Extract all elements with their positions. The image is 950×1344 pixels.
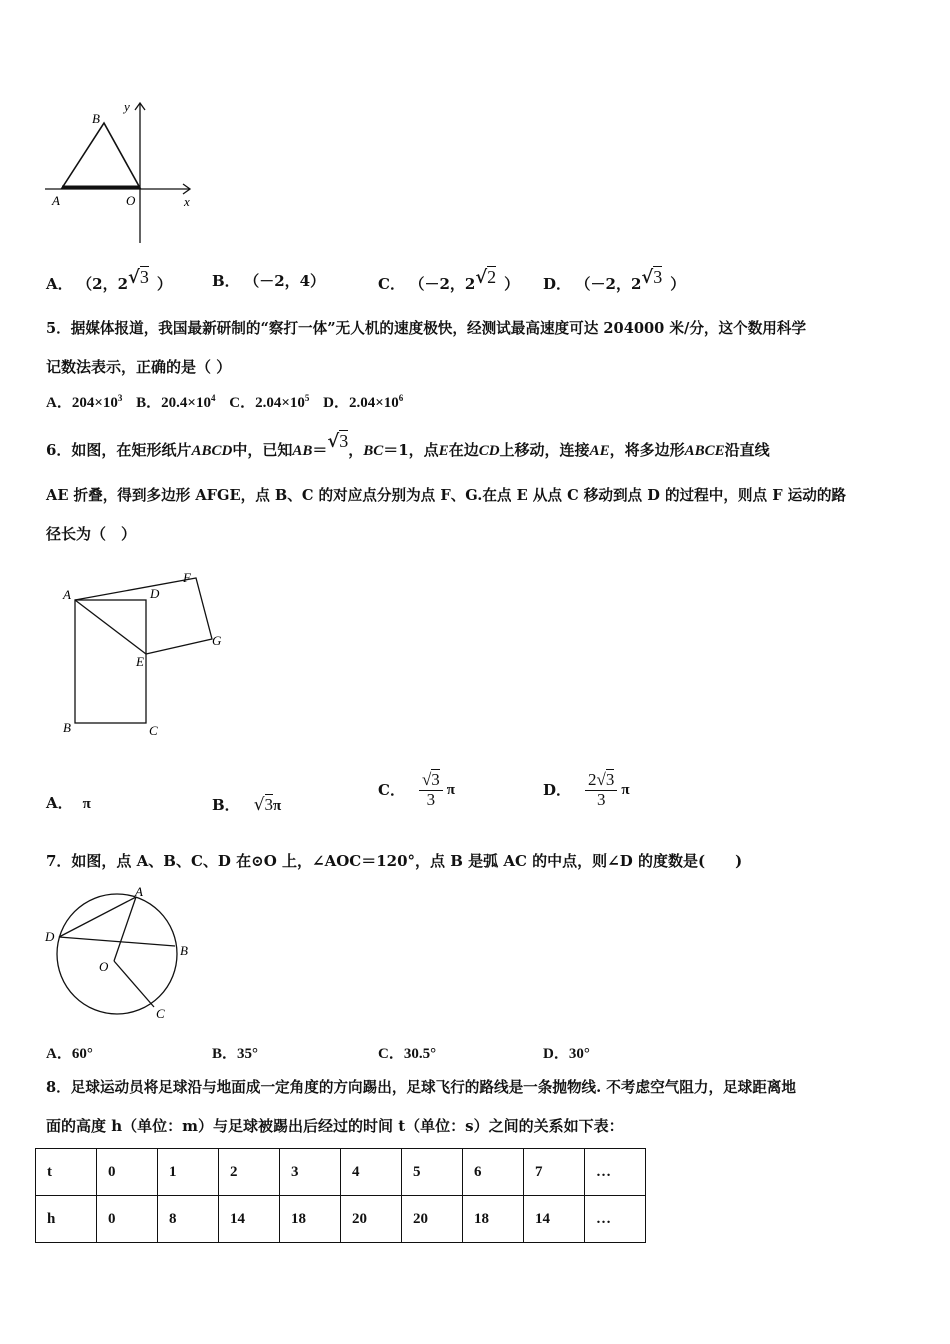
label-b: B	[63, 720, 71, 735]
q6-option-d: D． $\frac{2√3}{3}$ π	[543, 770, 630, 809]
q6-stem-line2: AE 折叠，得到多边形 AFGE，点 B、C 的对应点分别为点 F、G.在点 E 从点 C 移动到点 D 的过程中，则点 F 运动的路	[46, 487, 847, 504]
table-cell: t	[36, 1149, 97, 1196]
q4-option-b: B． （－2，4）	[212, 272, 326, 290]
q4-option-c: C． （－2，2√2 ）	[378, 267, 520, 293]
table-cell: 20	[402, 1196, 463, 1243]
label-d: D	[45, 929, 55, 944]
table-cell: 2	[219, 1149, 280, 1196]
table-cell: …	[585, 1149, 646, 1196]
q5-stem-line1: 5．据媒体报道，我国最新研制的“察打一体”无人机的速度极快，经测试最高速度可达 204000 米/分，这个数用科学	[46, 320, 807, 337]
q4-option-d: D． （－2，2√3 ）	[543, 267, 686, 293]
q5-option-b: B．$20.4\times 10^4$	[136, 393, 216, 411]
table-cell: 14	[219, 1196, 280, 1243]
q6-stem-line1: 6．如图，在矩形纸片ABCD中，已知AB＝√3，BC＝1，点E在边CD上移动，连接AE，将多边形ABCE沿直线	[46, 431, 770, 459]
segment-oc	[114, 961, 154, 1007]
q5-option-d: D．$2.04\times 10^6$	[323, 393, 404, 411]
q5-option-a: A．$204\times 10^3$	[46, 393, 123, 411]
table-cell: 18	[280, 1196, 341, 1243]
label-o: O	[99, 959, 109, 974]
table-cell: 4	[341, 1149, 402, 1196]
table-cell: 3	[280, 1149, 341, 1196]
table-row-t	[36, 1149, 646, 1196]
table-cell: 18	[463, 1196, 524, 1243]
label-x: x	[184, 194, 190, 209]
table-cell: 20	[341, 1196, 402, 1243]
q5-stem-line2: 记数法表示，正确的是（ ）	[46, 358, 232, 376]
q5-option-c: C．$2.04\times 10^5$	[229, 393, 310, 411]
q7-option-d: D．30°	[543, 1046, 590, 1062]
q8-stem-line2: 面的高度 h（单位：m）与足球被踢出后经过的时间 t（单位：s）之间的关系如下表：	[46, 1117, 624, 1135]
table-cell: 0	[97, 1149, 158, 1196]
label-f: F	[183, 570, 191, 585]
q6-stem-line3: 径长为（ ）	[46, 525, 137, 543]
q4-figure	[40, 95, 200, 250]
segment-db	[59, 937, 175, 946]
q6-option-a: A． π	[46, 794, 91, 812]
q6-figure	[55, 568, 235, 743]
label-e: E	[136, 654, 144, 669]
q6-option-b: B． √3π	[212, 795, 282, 815]
label-c: C	[156, 1006, 165, 1021]
table-cell: 8	[158, 1196, 219, 1243]
label-b: B	[180, 943, 188, 958]
segment-ae	[75, 600, 146, 654]
label-g: G	[212, 633, 222, 648]
q7-stem: 7．如图，点 A、B、C、D 在⊙O 上，∠AOC＝120°，点 B 是弧 AC 的中点，则∠D 的度数是( )	[46, 852, 743, 870]
label-a: A	[135, 885, 143, 899]
label-c: C	[149, 723, 158, 738]
label-b: B	[92, 111, 100, 126]
table-cell: 7	[524, 1149, 585, 1196]
label-y: y	[124, 99, 130, 114]
table-cell: 5	[402, 1149, 463, 1196]
table-cell: 6	[463, 1149, 524, 1196]
q7-option-b: B．35°	[212, 1046, 259, 1062]
label-o: O	[126, 193, 136, 208]
table-cell: 1	[158, 1149, 219, 1196]
table-row-h	[36, 1196, 646, 1243]
label-a: A	[63, 587, 71, 602]
label-d: D	[150, 586, 160, 601]
triangle-abo	[62, 123, 140, 188]
table-cell: 14	[524, 1196, 585, 1243]
q6-option-c: C． $\frac{√3}{3}$ π	[378, 770, 456, 809]
table-cell: h	[36, 1196, 97, 1243]
q8-stem-line1: 8．足球运动员将足球沿与地面成一定角度的方向踢出，足球飞行的路线是一条抛物线. 不考虑空气阻力，足球距离地	[46, 1079, 797, 1096]
q4-option-a: A． （2，2√3 ）	[46, 267, 172, 293]
table-cell: 0	[97, 1196, 158, 1243]
label-a: A	[52, 193, 60, 208]
table-cell: …	[585, 1196, 646, 1243]
q7-option-a: A．60°	[46, 1046, 93, 1062]
q8-data-table	[35, 1148, 646, 1243]
q7-option-c: C．30.5°	[378, 1046, 437, 1062]
q5-options	[46, 394, 403, 411]
q7-figure	[40, 885, 200, 1025]
